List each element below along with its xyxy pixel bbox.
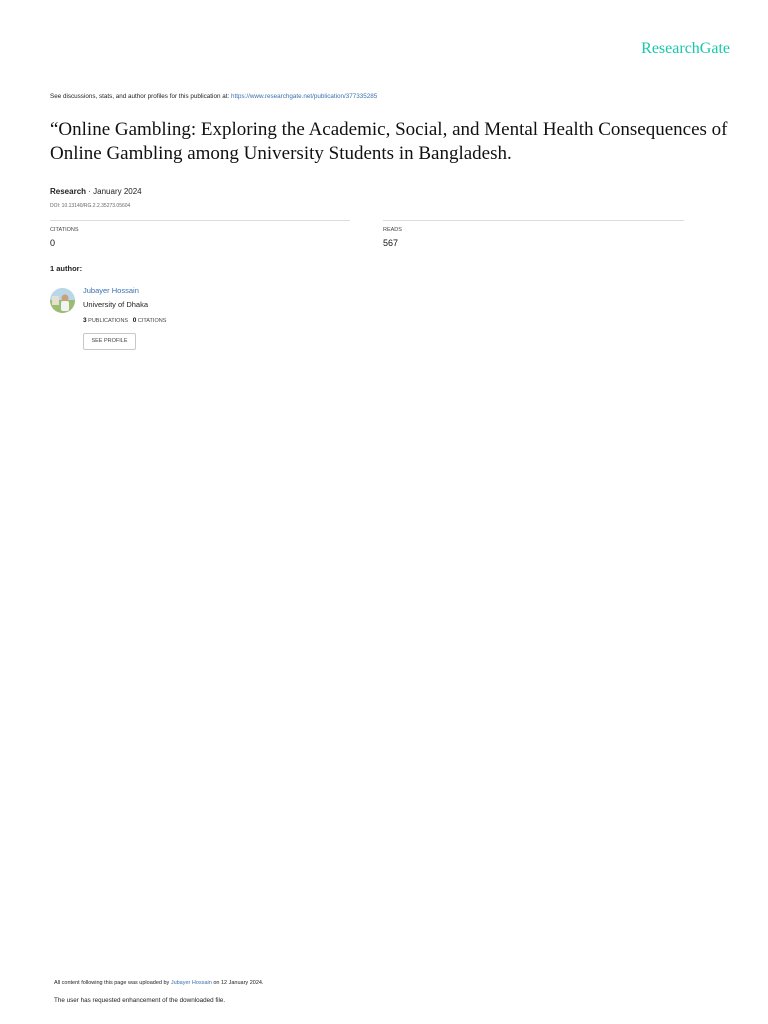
- publication-meta: [50, 187, 142, 196]
- researchgate-logo[interactable]: ResearchGate: [641, 40, 730, 57]
- upload-note: [54, 980, 263, 986]
- author-citations-count: 0: [132, 317, 137, 324]
- uploader-link[interactable]: Jubayer Hossain: [170, 980, 212, 986]
- reads-value: 567: [383, 238, 399, 248]
- author-stats: [83, 317, 166, 324]
- discussion-text: See discussions, stats, and author profiles for this publication at:: [50, 93, 230, 100]
- enhancement-note: The user has requested enhancement of the downloaded file.: [54, 997, 226, 1004]
- author-name-link[interactable]: Jubayer Hossain: [83, 286, 139, 295]
- upload-prefix: All content following this page was uploaded by: [54, 980, 170, 986]
- citations-divider: [50, 220, 350, 221]
- citations-value: 0: [50, 238, 56, 248]
- publication-title: “Online Gambling: Exploring the Academic, Social, and Mental Health Consequences of Online Gambling among University Students in Bangladesh.: [50, 119, 728, 164]
- publication-url-link[interactable]: https://www.researchgate.net/publication/377335285: [230, 93, 378, 100]
- author-publications-label: PUBLICATIONS: [88, 318, 129, 324]
- upload-suffix: on 12 January 2024.: [213, 980, 264, 986]
- publication-doi: DOI: 10.13140/RG.2.2.35273.05604: [50, 203, 131, 209]
- authors-heading: 1 author:: [50, 264, 83, 273]
- publication-date: · January 2024: [88, 187, 142, 196]
- author-citations-label: CITATIONS: [137, 318, 167, 324]
- author-institution: University of Dhaka: [83, 300, 149, 309]
- reads-divider: [383, 220, 684, 221]
- citations-label: CITATIONS: [50, 227, 79, 233]
- reads-label: READS: [383, 227, 402, 233]
- author-publications-count: 3: [83, 317, 87, 324]
- publication-type: Research: [50, 187, 87, 196]
- discussion-line: [50, 93, 377, 100]
- see-profile-button[interactable]: SEE PROFILE: [83, 333, 136, 350]
- avatar-image: [50, 288, 75, 313]
- author-avatar[interactable]: [50, 288, 75, 313]
